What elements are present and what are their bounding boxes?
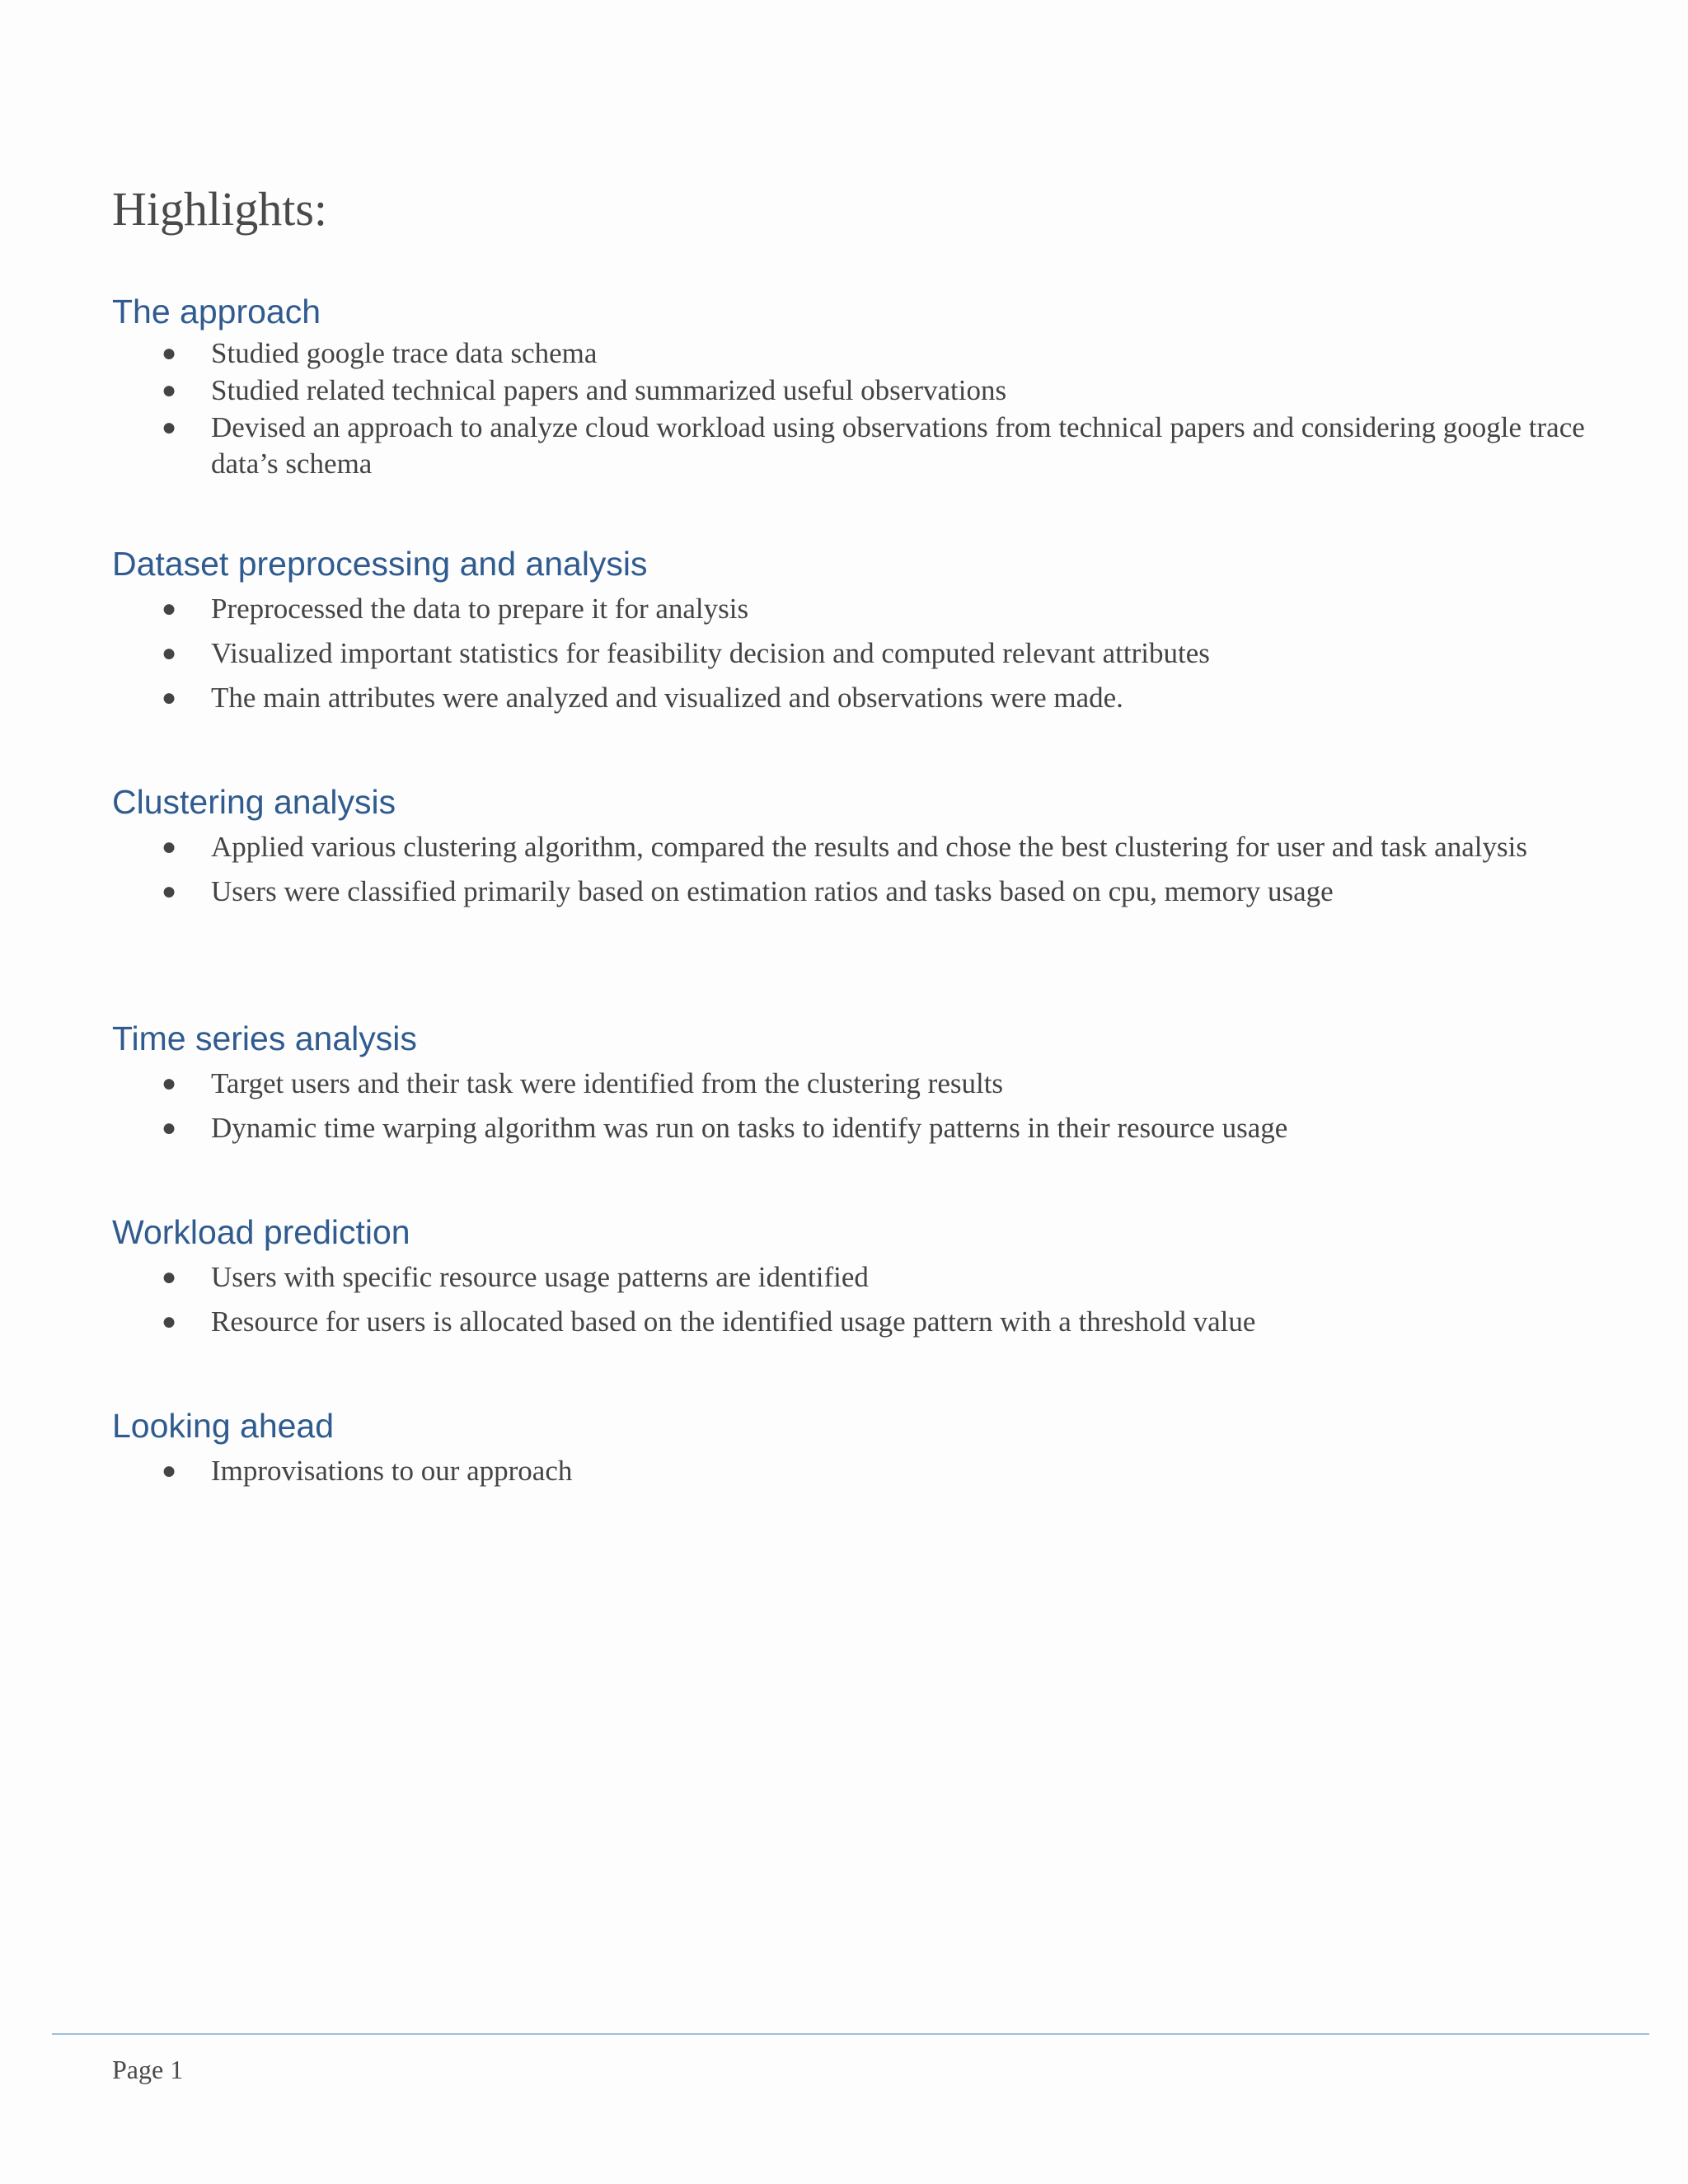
- footer-divider: [52, 2033, 1649, 2035]
- section-time-series-analysis: [112, 1015, 1596, 1151]
- list-item: [112, 1107, 1596, 1150]
- list-item-text: Studied related technical papers and summarized useful observations: [211, 374, 1007, 406]
- bullet-icon: ●: [162, 1263, 177, 1291]
- bullet-icon: ●: [162, 1308, 177, 1335]
- list-item-text: Users with specific resource usage patterns are identified: [211, 1261, 869, 1293]
- list-item: [112, 588, 1596, 630]
- bullet-list: [112, 1450, 1596, 1493]
- page-number: Page 1: [112, 2055, 184, 2084]
- list-item: [112, 410, 1596, 482]
- page-title: Highlights:: [112, 182, 328, 236]
- bullet-list: [112, 826, 1596, 913]
- list-item-text: Visualized important statistics for feasibility decision and computed relevant attributes: [211, 637, 1210, 669]
- list-item: [112, 826, 1596, 869]
- list-item-text: Preprocessed the data to prepare it for analysis: [211, 593, 749, 625]
- bullet-icon: ●: [162, 1457, 177, 1484]
- bullet-list: [112, 588, 1596, 719]
- list-item-text: Studied google trace data schema: [211, 337, 598, 369]
- section-heading: Looking ahead: [112, 1407, 335, 1445]
- list-item: [112, 632, 1596, 675]
- list-item-text: The main attributes were analyzed and visualized and observations were made.: [211, 682, 1123, 714]
- bullet-icon: ●: [162, 595, 177, 622]
- section-looking-ahead: [112, 1402, 1596, 1494]
- list-item: [112, 677, 1596, 719]
- bullet-icon: ●: [162, 1114, 177, 1141]
- bullet-icon: ●: [162, 1070, 177, 1097]
- bullet-list: [112, 1062, 1596, 1150]
- list-item: [112, 870, 1596, 913]
- bullet-icon: ●: [162, 684, 177, 711]
- section-heading: Dataset preprocessing and analysis: [112, 545, 648, 583]
- bullet-icon: ●: [162, 414, 177, 441]
- section-clustering-analysis: [112, 778, 1596, 915]
- list-item-text: Improvisations to our approach: [211, 1455, 573, 1487]
- list-item: [112, 1301, 1596, 1343]
- section-heading: Time series analysis: [112, 1019, 417, 1057]
- list-item-text: Users were classified primarily based on estimation ratios and tasks based on cpu, memory usage: [211, 875, 1334, 907]
- list-item: [112, 1256, 1596, 1299]
- bullet-icon: ●: [162, 833, 177, 860]
- section-the-approach: [112, 288, 1596, 483]
- bullet-icon: ●: [162, 640, 177, 667]
- list-item-text: Dynamic time warping algorithm was run on tasks to identify patterns in their resource usage: [211, 1112, 1288, 1144]
- list-item: [112, 1062, 1596, 1105]
- section-workload-prediction: [112, 1208, 1596, 1345]
- list-item: [112, 335, 1596, 372]
- bullet-list: [112, 335, 1596, 482]
- bullet-icon: ●: [162, 878, 177, 905]
- section-heading: The approach: [112, 293, 321, 330]
- list-item: [112, 1450, 1596, 1493]
- section-dataset-preprocessing: [112, 540, 1596, 721]
- section-heading: Workload prediction: [112, 1213, 410, 1251]
- bullet-icon: ●: [162, 340, 177, 367]
- list-item: [112, 373, 1596, 409]
- bullet-list: [112, 1256, 1596, 1343]
- bullet-icon: ●: [162, 377, 177, 404]
- list-item-text: Applied various clustering algorithm, compared the results and chose the best clustering for user and task analysis: [211, 831, 1527, 863]
- list-item-text: Target users and their task were identified from the clustering results: [211, 1067, 1004, 1099]
- section-heading: Clustering analysis: [112, 783, 396, 821]
- list-item-text: Resource for users is allocated based on the identified usage pattern with a threshold value: [211, 1305, 1256, 1338]
- list-item-text: Devised an approach to analyze cloud workload using observations from technical papers and considering google trace data’s schema: [211, 411, 1585, 480]
